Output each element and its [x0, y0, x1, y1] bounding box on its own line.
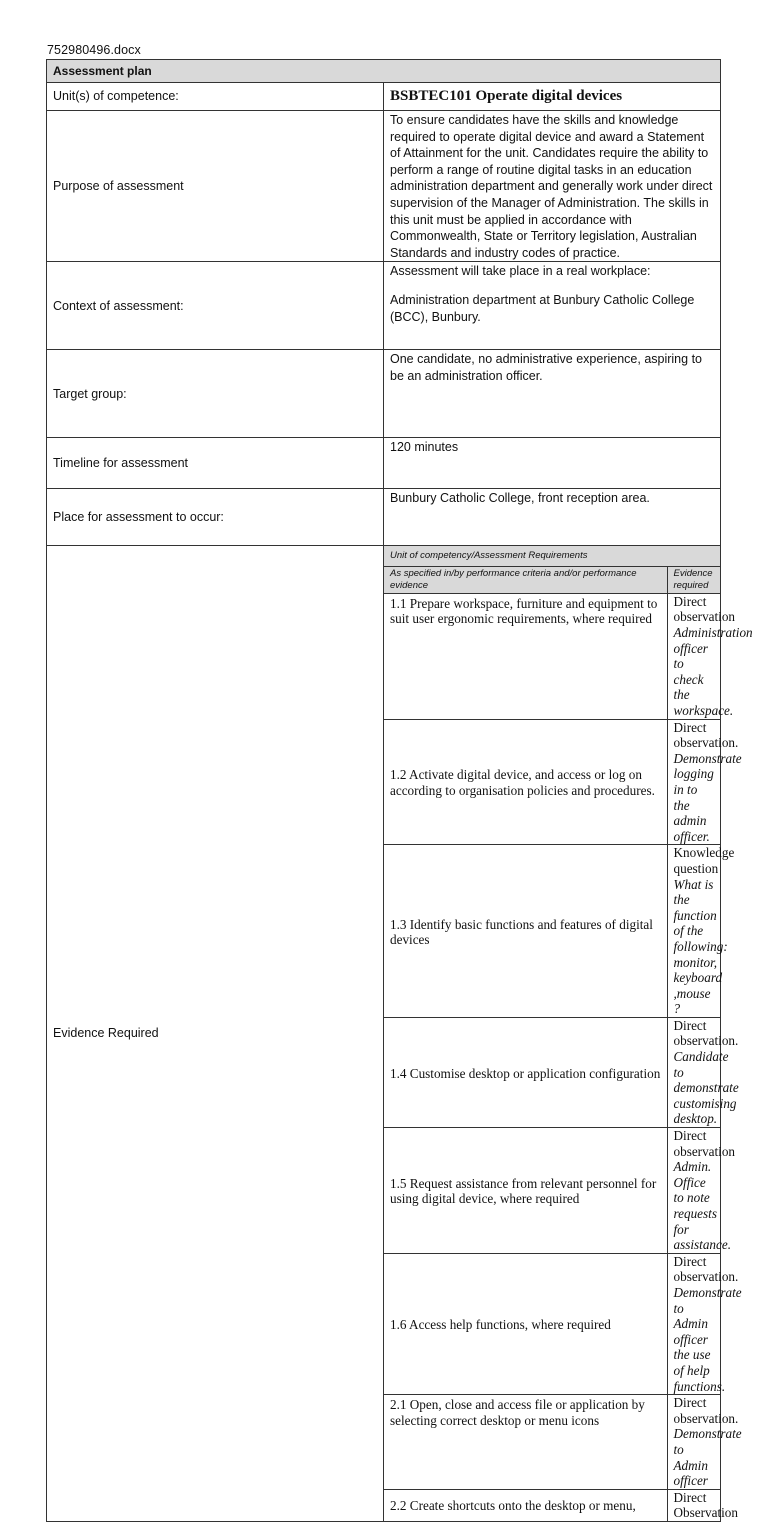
context-line-1: Assessment will take place in a real workplace:: [390, 264, 651, 279]
place-value: Bunbury Catholic College, front reception area.: [384, 489, 721, 546]
context-label: Context of assessment:: [47, 262, 384, 350]
requirement-row: [384, 845, 720, 1018]
unit-value: BSBTEC101 Operate digital devices: [384, 83, 721, 111]
evidence-cell: [384, 546, 753, 1522]
requirement-row: [384, 1128, 720, 1254]
evidence-method: Direct observation.: [673, 1253, 739, 1285]
criterion-text: 1.3 Identify basic functions and features of digital devices: [384, 845, 667, 1018]
timeline-value: 120 minutes: [384, 438, 721, 489]
criteria-column-header: As specified in/by performance criteria and/or performance evidence: [384, 566, 667, 593]
evidence-detail: Demonstrate logging in to the admin officer.: [673, 750, 742, 844]
requirements-title-row: [384, 546, 720, 566]
evidence-method: Direct observation.: [673, 1017, 739, 1049]
document-filename: 752980496.docx: [47, 43, 141, 57]
context-line-2: Administration department at Bunbury Catholic College (BCC), Bunbury.: [390, 292, 695, 324]
purpose-row: [47, 111, 721, 262]
evidence-text: [667, 1017, 739, 1127]
criterion-text: 1.6 Access help functions, where required: [384, 1253, 667, 1394]
evidence-method: Direct observation.: [673, 719, 739, 751]
timeline-row: [47, 438, 721, 489]
evidence-detail: Demonstrate to Admin officer: [673, 1426, 742, 1489]
context-row: [47, 262, 721, 350]
criterion-text: 1.5 Request assistance from relevant personnel for using digital device, where required: [384, 1128, 667, 1254]
assessment-plan-heading: Assessment plan: [47, 60, 721, 83]
evidence-label: Evidence Required: [47, 546, 384, 1522]
evidence-text: [667, 593, 753, 719]
evidence-text: [667, 845, 735, 1018]
evidence-text: [667, 1395, 742, 1490]
criterion-text: 1.4 Customise desktop or application configuration: [384, 1017, 667, 1127]
criterion-text: 2.2 Create shortcuts onto the desktop or menu,: [384, 1489, 667, 1521]
evidence-text: [667, 1253, 742, 1394]
requirement-row: [384, 1253, 720, 1394]
evidence-detail: What is the function of the following: monitor, keyboard ,mouse ?: [673, 876, 728, 1017]
place-label: Place for assessment to occur:: [47, 489, 384, 546]
evidence-text: [667, 1128, 736, 1254]
header-row: [47, 60, 721, 83]
assessment-plan-table: [46, 59, 753, 1522]
evidence-method: Knowledge question: [673, 845, 735, 876]
requirements-title: Unit of competency/Assessment Requirements: [384, 546, 720, 566]
unit-row: [47, 83, 721, 111]
place-row: [47, 489, 721, 546]
evidence-method: Direct observation.: [673, 1395, 739, 1426]
requirement-row: [384, 593, 720, 719]
purpose-value: To ensure candidates have the skills and knowledge required to operate digital device and award a Statement of Attainment for the unit. Candidates require the ability to perform a range of routine digital tasks in an education administration department and generally work under direct supervision of the Manager of Administration. The skills in this unit must be applied in accordance with Commonwealth, State or Territory legislation, Australian Standards and industry codes of practice.: [384, 111, 721, 262]
target-value: One candidate, no administrative experience, aspiring to be an administration officer.: [384, 350, 721, 438]
evidence-detail: Admin. Office to note requests for assistance.: [673, 1159, 732, 1253]
context-value: [384, 262, 721, 350]
timeline-label: Timeline for assessment: [47, 438, 384, 489]
evidence-detail: Demonstrate to Admin officer the use of help functions.: [673, 1284, 742, 1394]
criterion-text: 1.1 Prepare workspace, furniture and equipment to suit user ergonomic requirements, where required: [384, 593, 667, 719]
evidence-method: Direct observation: [673, 1128, 736, 1159]
requirements-columns-row: [384, 566, 720, 593]
evidence-text: [667, 719, 742, 845]
criterion-text: 2.1 Open, close and access file or application by selecting correct desktop or menu icons: [384, 1395, 667, 1490]
evidence-column-header: Evidence required: [667, 566, 720, 593]
target-row: [47, 350, 721, 438]
requirement-row: [384, 719, 720, 845]
evidence-method: Direct Observation: [673, 1489, 738, 1521]
evidence-detail: Administration officer to check the workspace.: [673, 625, 753, 718]
evidence-text: [667, 1489, 738, 1521]
criterion-text: 1.2 Activate digital device, and access or log on according to organisation policies and procedures.: [384, 719, 667, 845]
requirement-row: [384, 1017, 720, 1127]
evidence-method: Direct observation: [673, 593, 736, 625]
requirement-row: [384, 1395, 720, 1490]
purpose-label: Purpose of assessment: [47, 111, 384, 262]
requirement-row: [384, 1489, 720, 1521]
evidence-row: [47, 546, 721, 1522]
unit-label: Unit(s) of competence:: [47, 83, 384, 111]
target-label: Target group:: [47, 350, 384, 438]
requirements-table: [384, 546, 753, 1521]
evidence-detail: Candidate to demonstrate customising desktop.: [673, 1049, 739, 1127]
